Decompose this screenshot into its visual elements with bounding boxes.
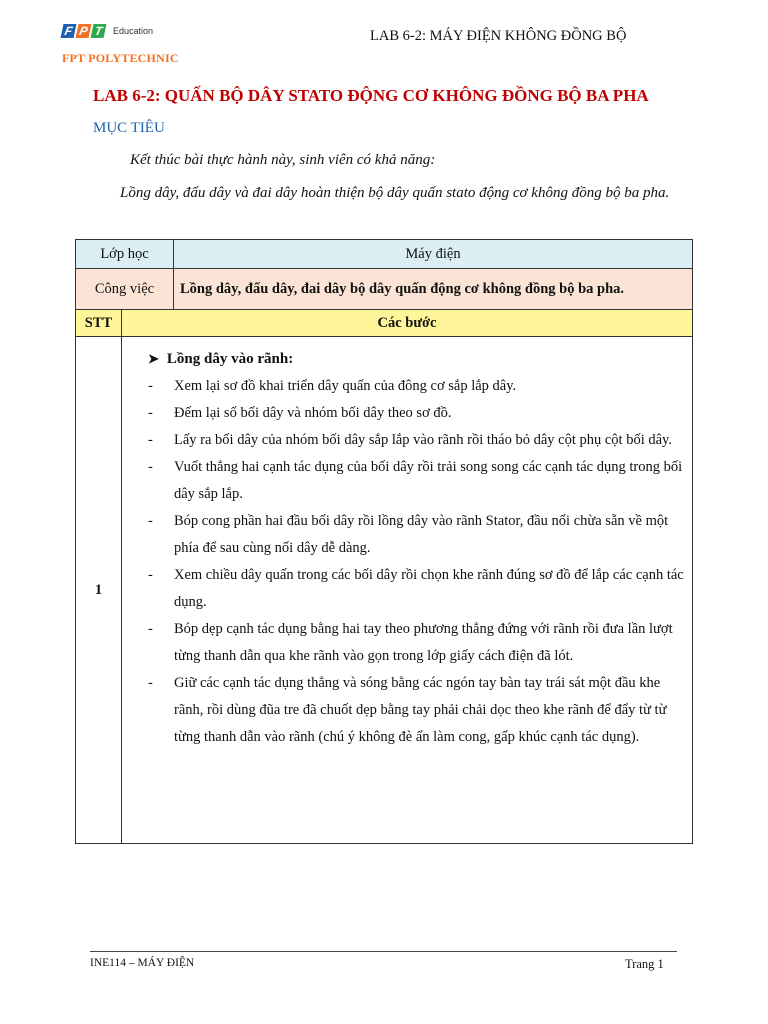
list-item xyxy=(148,373,684,400)
list-item-text: Xem lại sơ đồ khai triển dây quấn của đông cơ sắp lắp dây. xyxy=(174,378,517,394)
arrow-bullet-icon: ➤ xyxy=(148,351,159,366)
list-item xyxy=(148,400,684,427)
logo-letter-t: T xyxy=(91,24,107,38)
dash-bullet: - xyxy=(148,567,153,583)
footer-course: INE114 – MÁY ĐIỆN xyxy=(90,957,195,969)
lab-title: LAB 6-2: QUẤN BỘ DÂY STATO ĐỘNG CƠ KHÔNG ĐỒNG BỘ BA PHA xyxy=(93,86,649,105)
step-number: 1 xyxy=(76,337,122,844)
footer-divider xyxy=(90,951,677,952)
objective-text: Lồng dây, đấu dây và đai dây hoàn thiện bộ dây quấn stato động cơ không đồng bộ ba pha. xyxy=(120,185,670,201)
logo-letter-p: P xyxy=(76,24,92,38)
dash-bullet: - xyxy=(148,675,153,691)
list-item xyxy=(148,454,684,508)
stt-header: STT xyxy=(76,310,122,337)
table-row-header xyxy=(76,310,693,337)
task-label: Công việc xyxy=(76,269,174,310)
steps-header: Các bước xyxy=(122,310,693,337)
list-item-text: Giữ các cạnh tác dụng thẳng và sóng bằng các ngón tay bàn tay trái sát một đầu khe rãnh, rồi dùng đũa tre đã chuốt dẹp bằng tay phải chải dọc theo khe rãnh để đẩy từ từ từng thanh dẫn vào rãnh (chú ý không đè ấn làm cong, gấp khúc cạnh tác dụng). xyxy=(174,675,667,745)
step-heading-text: Lồng dây vào rãnh: xyxy=(166,351,294,367)
fpt-education-logo xyxy=(62,24,153,38)
table-row-step-1 xyxy=(76,337,693,844)
list-item-text: Bóp cong phần hai đầu bối dây rồi lồng dây vào rãnh Stator, đầu nối chừa sẵn về một phía để sau cùng nối dây dễ dàng. xyxy=(174,513,669,556)
list-item xyxy=(148,616,684,670)
step-heading xyxy=(148,345,684,373)
list-item-text: Đếm lại số bối dây và nhóm bối dây theo sơ đồ. xyxy=(174,405,452,421)
dash-bullet: - xyxy=(148,432,153,448)
list-item-text: Xem chiều dây quấn trong các bối dây rồi chọn khe rãnh đúng sơ đồ để lắp các cạnh tác dụng. xyxy=(174,567,684,610)
step-content xyxy=(122,337,693,844)
list-item-text: Bóp dẹp cạnh tác dụng bằng hai tay theo phương thẳng đứng với rãnh rồi đưa lần lượt từng thanh dẫn qua khe rãnh vào gọn trong lớp giấy cách điện đã lót. xyxy=(174,621,673,664)
dash-bullet: - xyxy=(148,513,153,529)
logo-letter-f: F xyxy=(61,24,77,38)
header-doc-title: LAB 6-2: MÁY ĐIỆN KHÔNG ĐỒNG BỘ xyxy=(370,28,627,44)
dash-bullet: - xyxy=(148,621,153,637)
task-value: Lồng dây, đấu dây, đai dây bộ dây quấn động cơ không đồng bộ ba pha. xyxy=(174,269,693,310)
list-item xyxy=(148,670,684,751)
list-item-text: Lấy ra bối dây của nhóm bối dây sắp lắp vào rãnh rồi tháo bỏ dây cột phụ cột bối dây. xyxy=(174,432,672,448)
dash-bullet: - xyxy=(148,378,153,394)
lab-task-table xyxy=(75,239,693,844)
footer-page-number: Trang 1 xyxy=(625,957,664,971)
logo-education-text: Education xyxy=(113,26,154,36)
section-title: MỤC TIÊU xyxy=(93,120,165,136)
class-value: Máy điện xyxy=(174,240,693,269)
intro-text: Kết thúc bài thực hành này, sinh viên có khả năng: xyxy=(130,152,436,168)
dash-bullet: - xyxy=(148,459,153,475)
list-item-text: Vuốt thẳng hai cạnh tác dụng của bối dây rồi trải song song các cạnh tác dụng trong bối dây sắp lắp. xyxy=(174,459,683,502)
list-item xyxy=(148,562,684,616)
dash-bullet: - xyxy=(148,405,153,421)
list-item xyxy=(148,427,684,454)
table-row-class xyxy=(76,240,693,269)
logo-polytechnic-text: FPT POLYTECHNIC xyxy=(62,51,179,65)
class-label: Lớp học xyxy=(76,240,174,269)
list-item xyxy=(148,508,684,562)
table-row-task xyxy=(76,269,693,310)
